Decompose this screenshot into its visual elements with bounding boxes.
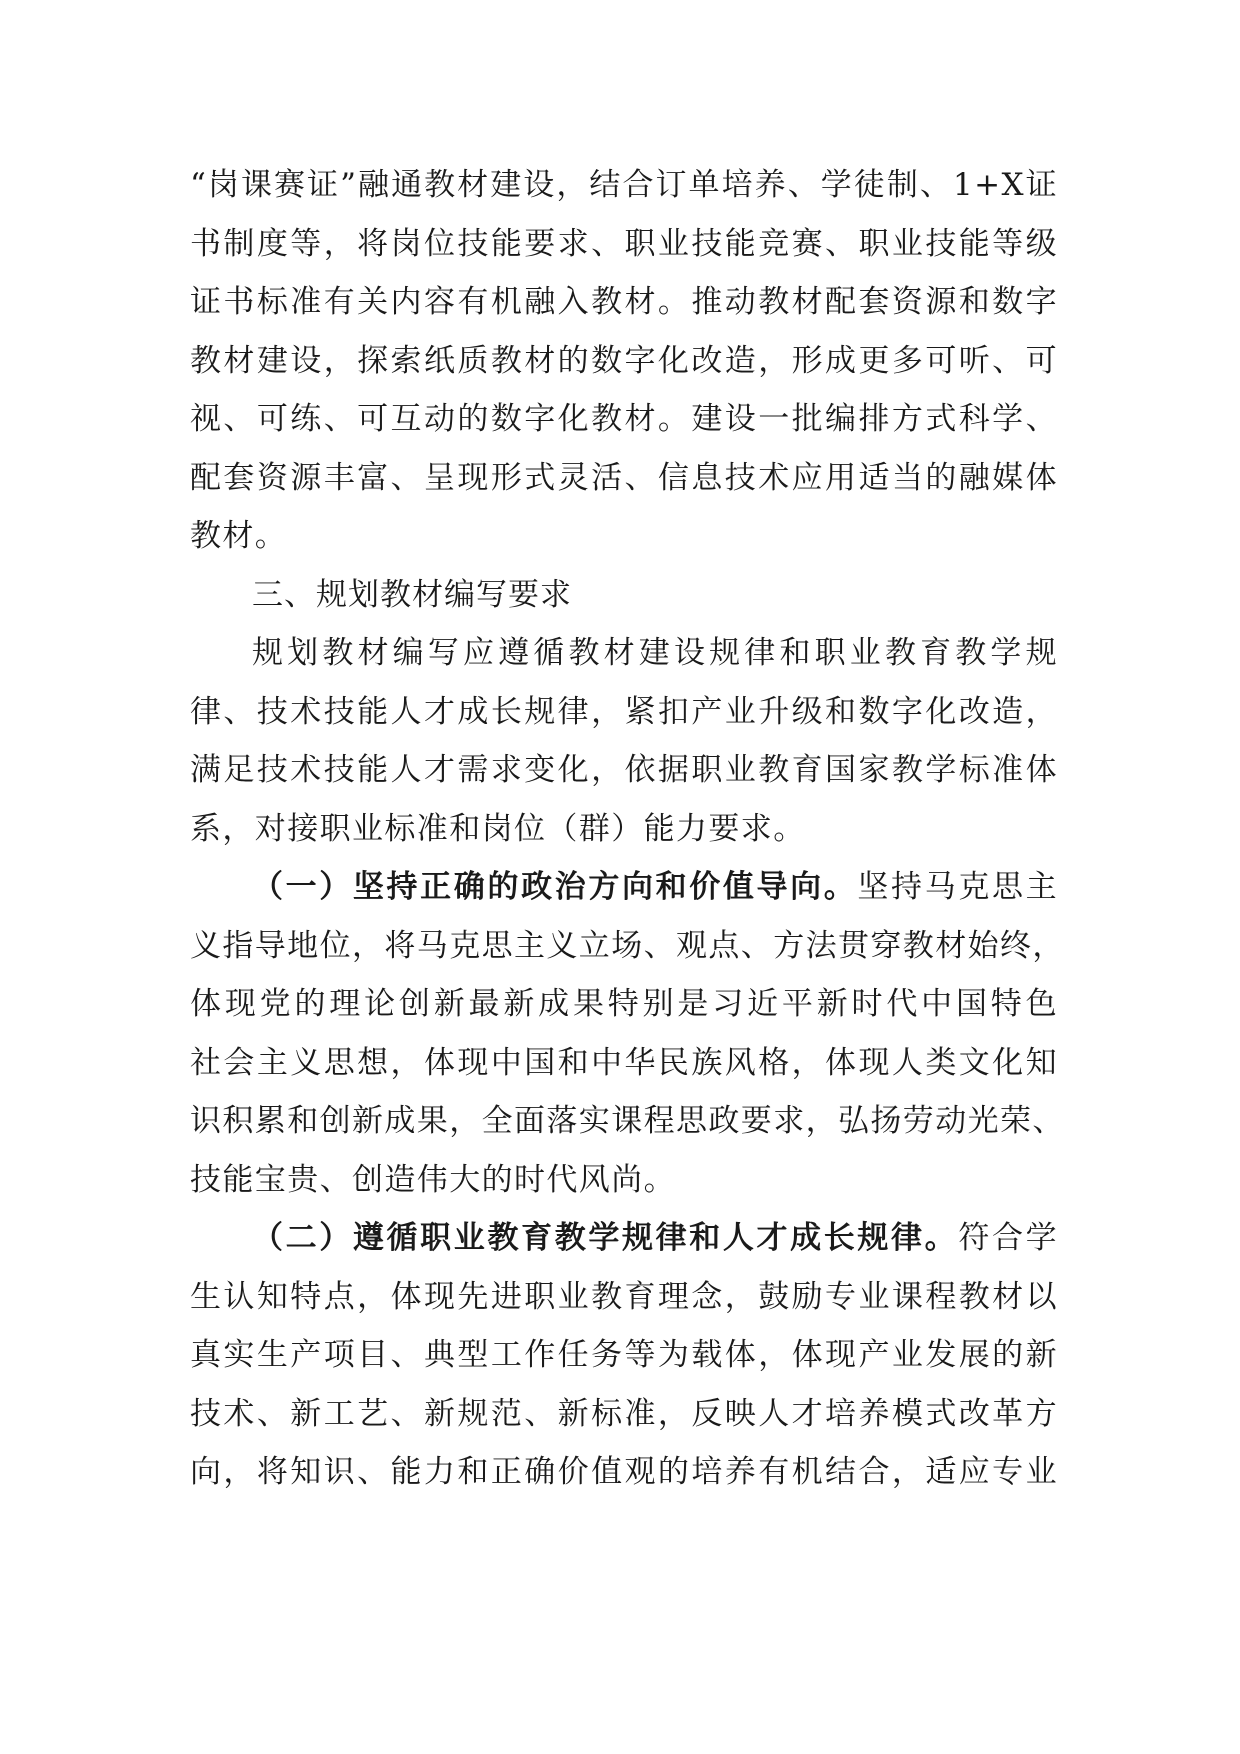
section-heading: 三、规划教材编写要求 bbox=[252, 576, 572, 613]
paragraph-line: 技能宝贵、创造伟大的时代风尚。 bbox=[190, 1161, 676, 1198]
paragraph-line: 律、技术技能人才成长规律，紧扣产业升级和数字化改造， bbox=[190, 693, 1058, 730]
paragraph-line bbox=[190, 858, 1058, 917]
paragraph-line: 识积累和创新成果，全面落实课程思政要求，弘扬劳动光荣、 bbox=[190, 1103, 1065, 1139]
paragraph-line bbox=[190, 1209, 1058, 1268]
paragraph-line: 视、可练、可互动的数字化教材。建设一批编排方式科学、 bbox=[190, 401, 1058, 437]
paragraph-line: “岗课赛证”融通教材建设，结合订单培养、学徒制、1+X证 bbox=[190, 167, 1058, 203]
paragraph-line: 真实生产项目、典型工作任务等为载体，体现产业发展的新 bbox=[190, 1337, 1058, 1373]
subsection-heading: （二）遵循职业教育教学规律和人才成长规律。 bbox=[252, 1220, 959, 1256]
paragraph-line: 向，将知识、能力和正确价值观的培养有机结合，适应专业 bbox=[190, 1454, 1058, 1490]
paragraph-line: 教材。 bbox=[190, 518, 288, 554]
paragraph-text: 符合学 bbox=[958, 1220, 1058, 1256]
paragraph-line: 证书标准有关内容有机融入教材。推动教材配套资源和数字 bbox=[190, 284, 1058, 320]
paragraph-line: 配套资源丰富、呈现形式灵活、信息技术应用适当的融媒体 bbox=[190, 459, 1058, 496]
paragraph-line: 技术、新工艺、新规范、新标准，反映人才培养模式改革方 bbox=[190, 1395, 1058, 1432]
paragraph-line: 规划教材编写应遵循教材建设规律和职业教育教学规 bbox=[252, 635, 1058, 671]
document-body bbox=[190, 156, 1065, 1502]
paragraph-line: 义指导地位，将马克思主义立场、观点、方法贯穿教材始终， bbox=[190, 927, 1065, 964]
paragraph-text: 坚持马克思主 bbox=[857, 869, 1058, 905]
paragraph-line: 满足技术技能人才需求变化，依据职业教育国家教学标准体 bbox=[190, 752, 1058, 788]
paragraph-line: 体现党的理论创新最新成果特别是习近平新时代中国特色 bbox=[190, 986, 1058, 1022]
paragraph-line: 教材建设，探索纸质教材的数字化改造，形成更多可听、可 bbox=[190, 342, 1058, 379]
paragraph-line: 生认知特点，体现先进职业教育理念，鼓励专业课程教材以 bbox=[190, 1278, 1058, 1315]
paragraph-line: 社会主义思想，体现中国和中华民族风格，体现人类文化知 bbox=[190, 1044, 1058, 1081]
subsection-heading: （一）坚持正确的政治方向和价值导向。 bbox=[252, 869, 858, 905]
paragraph-line: 书制度等，将岗位技能要求、职业技能竞赛、职业技能等级 bbox=[190, 225, 1058, 262]
paragraph-line: 系，对接职业标准和岗位（群）能力要求。 bbox=[190, 810, 806, 847]
